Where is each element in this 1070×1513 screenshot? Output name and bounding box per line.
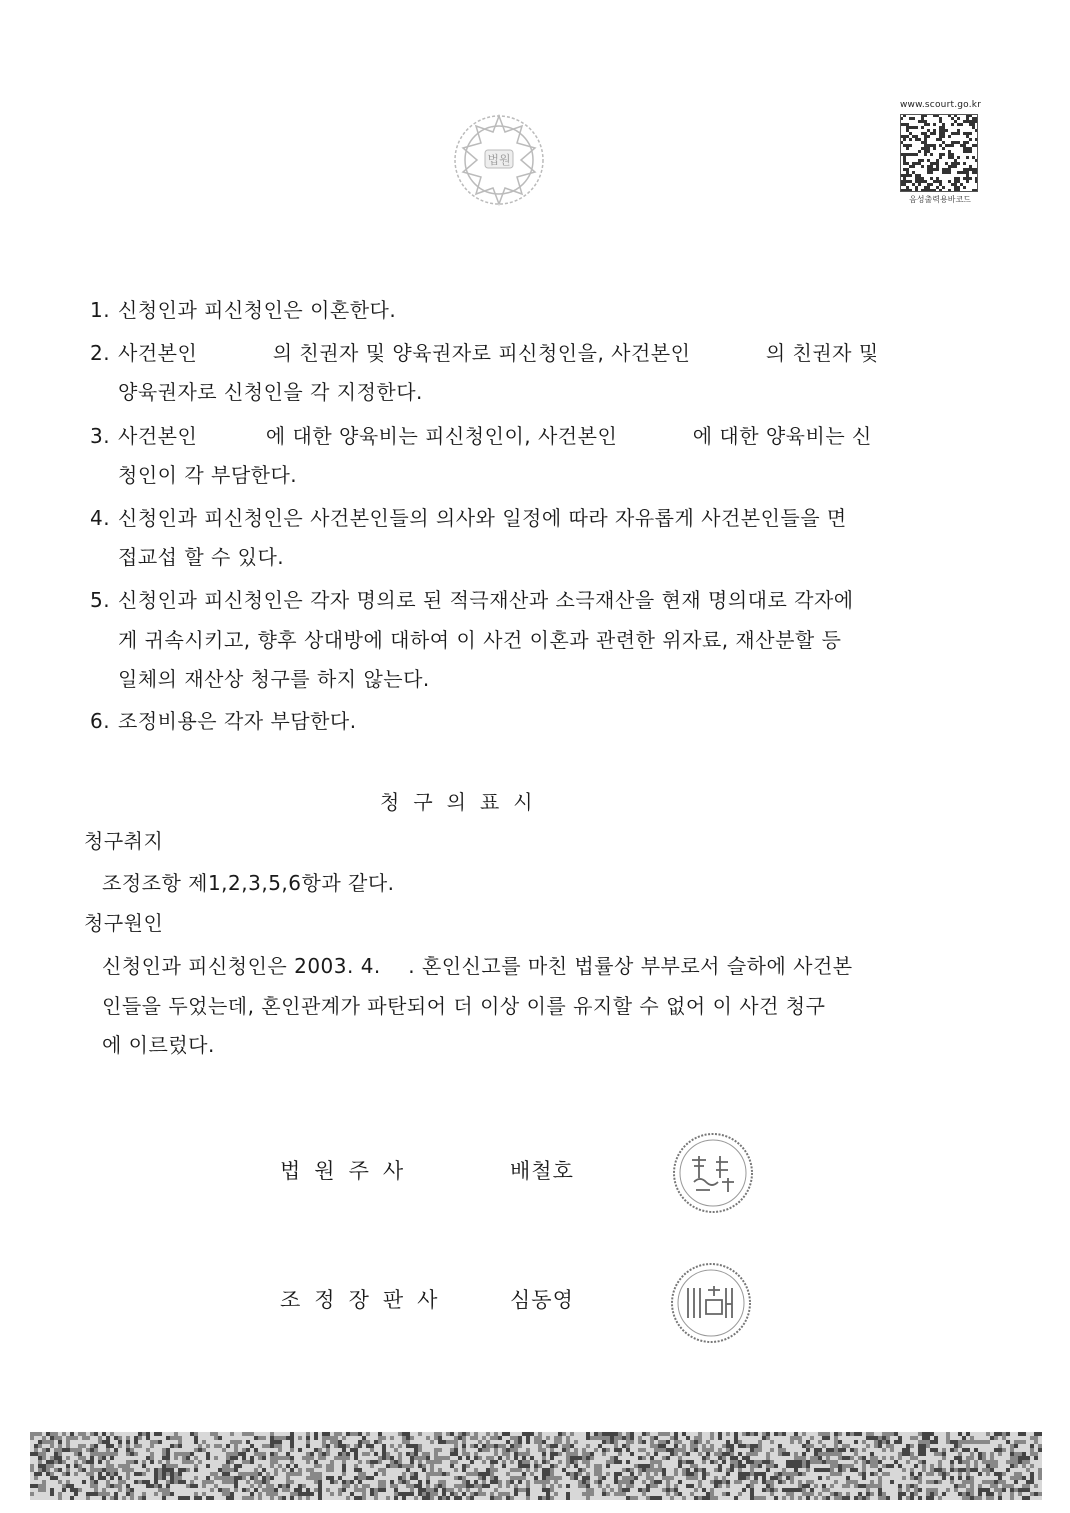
claim-cause-line-1: 신청인과 피신청인은 2003. 4. . 혼인신고를 마친 법률상 부부로서 슬하에 사건본 bbox=[102, 954, 853, 978]
clause-2-line-2: 양육권자로 신청인을 각 지정한다. bbox=[118, 380, 423, 404]
clause-3-line-2: 청인이 각 부담한다. bbox=[118, 463, 298, 487]
clause-5-line-3: 일체의 재산상 청구를 하지 않는다. bbox=[118, 667, 430, 691]
official-seal-2 bbox=[668, 1260, 754, 1346]
clause-4-line-1: 신청인과 피신청인은 사건본인들의 의사와 일정에 따라 자유롭게 사건본인들을 면 bbox=[118, 506, 847, 530]
security-pattern-band bbox=[30, 1432, 1042, 1500]
clause-6-line-1: 조정비용은 각자 부담한다. bbox=[118, 709, 357, 733]
claim-heading: 청구의표시 bbox=[380, 790, 547, 814]
qr-caption: 음성출력용바코드 bbox=[909, 195, 971, 204]
claim-cause-label: 청구원인 bbox=[84, 911, 164, 935]
claim-cause-line-2: 인들을 두었는데, 혼인관계가 파탄되어 더 이상 이를 유지할 수 없어 이 사건 청구 bbox=[102, 994, 826, 1018]
clause-4-line-2: 접교섭 할 수 있다. bbox=[118, 545, 285, 569]
signature-1-title: 법원주사 bbox=[280, 1159, 418, 1183]
signature-2-name: 심동영 bbox=[510, 1288, 574, 1312]
emblem-label: 법원 bbox=[487, 153, 511, 167]
clause-3-line-1: 사건본인 에 대한 양육비는 피신청인이, 사건본인 에 대한 양육비는 신 bbox=[118, 424, 872, 448]
court-emblem bbox=[447, 110, 552, 210]
clause-1-line-1: 신청인과 피신청인은 이혼한다. bbox=[118, 298, 397, 322]
clause-3-number: 3. bbox=[90, 424, 111, 448]
clause-6-number: 6. bbox=[90, 709, 111, 733]
clause-4-number: 4. bbox=[90, 506, 111, 530]
signature-2-title: 조정장판사 bbox=[280, 1288, 452, 1312]
clause-5-number: 5. bbox=[90, 588, 111, 612]
qr-url: www.scourt.go.kr bbox=[900, 100, 982, 110]
clause-2-line-1: 사건본인 의 친권자 및 양육권자로 피신청인을, 사건본인 의 친권자 및 bbox=[118, 341, 879, 365]
signature-1-name: 배철호 bbox=[510, 1159, 574, 1183]
clause-5-line-1: 신청인과 피신청인은 각자 명의로 된 적극재산과 소극재산을 현재 명의대로 각자에 bbox=[118, 588, 854, 612]
qr-barcode bbox=[900, 114, 978, 192]
claim-cause-line-3: 에 이르렀다. bbox=[102, 1033, 215, 1057]
claim-purpose-label: 청구취지 bbox=[84, 829, 164, 853]
claim-purpose-text: 조정조항 제1,2,3,5,6항과 같다. bbox=[102, 871, 395, 895]
clause-1-number: 1. bbox=[90, 298, 111, 322]
official-seal-1 bbox=[670, 1130, 756, 1216]
clause-5-line-2: 게 귀속시키고, 향후 상대방에 대하여 이 사건 이혼과 관련한 위자료, 재산분할 등 bbox=[118, 628, 842, 652]
clause-2-number: 2. bbox=[90, 341, 111, 365]
